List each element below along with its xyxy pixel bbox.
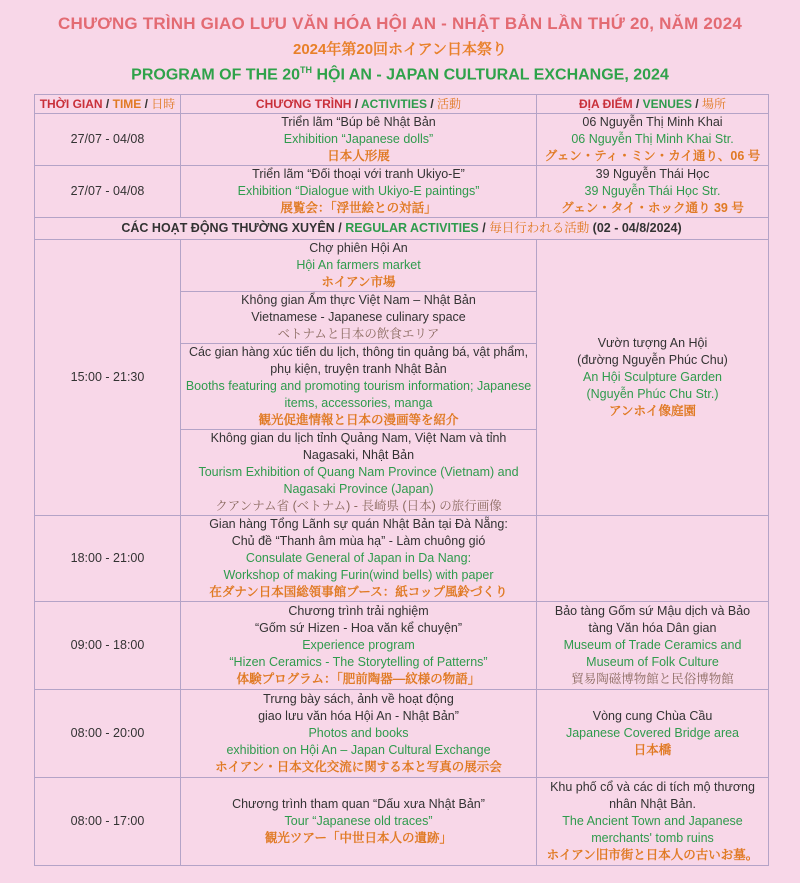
activity-en: Tourism Exhibition of Quang Nam Province (Vietnam) and Nagasaki Province (Japan) [198,465,519,496]
activity-cell [181,344,537,430]
activity-vi: Chương trình trải nghiệm [288,604,429,618]
activity-en: Tour “Japanese old traces” [284,814,433,828]
col-time-sep1: / [102,96,113,111]
col-header-venues [537,95,769,114]
activity-vi: Chợ phiên Hội An [309,241,408,255]
activity-en: Exhibition “Dialogue with Ukiyo-E paintings” [237,184,480,198]
time-cell: 15:00 - 21:30 [35,240,181,516]
activity-en: Photos and books [308,726,409,740]
activity-jp: 観光促進情報と日本の漫画等を紹介 [258,413,459,427]
table-row [35,114,769,166]
page-header [0,14,800,84]
activity-vi: Triển lãm “Búp bê Nhật Bản [281,115,436,129]
regular-sep1: / [334,221,346,235]
activity-jp: ベトナムと日本の飲食エリア [277,327,440,341]
activity-cell [181,430,537,516]
activity-en: “Hizen Ceramics - The Storytelling of Patterns” [229,655,488,669]
activity-en: Booths featuring and promoting tourism information; Japanese items, accessories, manga [185,379,532,410]
activity-vi: Trưng bày sách, ảnh về hoạt động [263,692,454,706]
activity-vi: Gian hàng Tổng Lãnh sự quán Nhật Bản tại Đà Nẵng: [209,517,508,531]
venue-en: Museum of Trade Ceramics and [563,638,742,652]
activity-vi: Không gian du lịch tỉnh Quảng Nam, Việt Nam và tỉnh Nagasaki, Nhật Bản [210,431,507,462]
time-cell: 08:00 - 17:00 [35,778,181,866]
venue-vi: Bảo tàng Gốm sứ Mậu dịch và Bảo [554,604,751,618]
col-header-time [35,95,181,114]
activity-vi: Chương trình tham quan “Dấu xưa Nhật Bản” [232,797,485,811]
venue-en: The Ancient Town and Japanese [562,814,743,828]
activity-en: exhibition on Hội An – Japan Cultural Exchange [226,743,491,757]
time-cell: 27/07 - 04/08 [35,166,181,218]
title-english-post: HỘI AN - JAPAN CULTURAL EXCHANGE, 2024 [312,66,669,84]
venue-cell [537,516,769,602]
activity-en: Experience program [302,638,415,652]
regular-activities-row [35,218,769,240]
activity-en: Hội An farmers market [296,258,421,272]
col-time-jp: 日時 [151,96,176,111]
activity-cell [181,778,537,866]
activity-jp: 日本人形展 [327,149,390,163]
activity-jp: ホイアン・日本文化交流に関する本と写真の展示会 [215,760,502,774]
col-venue-sep2: / [691,96,702,111]
activity-jp: 体験プログラム：「肥前陶器—紋様の物語」 [236,672,481,686]
regular-jp: 毎日行われる活動 [489,221,590,235]
col-act-vi: CHƯƠNG TRÌNH [255,96,352,111]
activity-cell [181,240,537,292]
activity-vi: Không gian Ẩm thực Việt Nam – Nhật Bản [241,293,476,307]
activity-en: Exhibition “Japanese dolls” [283,132,434,146]
venue-jp: 貿易陶磁博物館と民俗博物館 [571,672,734,686]
regular-dates: (02 - 04/8/2024) [589,221,682,235]
venue-cell [537,240,769,516]
col-act-jp: 活動 [437,96,462,111]
activity-cell [181,516,537,602]
activity-cell [181,166,537,218]
col-header-activities [181,95,537,114]
activity-vi: “Gốm sứ Hizen - Hoa văn kể chuyện” [254,621,463,635]
venue-en: 06 Nguyễn Thị Minh Khai Str. [571,132,734,146]
venue-en: merchants' tomb ruins [591,831,714,845]
table-row [35,240,769,292]
venue-cell [537,602,769,690]
col-venue-jp: 場所 [701,96,726,111]
regular-sep2: / [478,221,490,235]
table-row [35,602,769,690]
venue-jp: ホイアン旧市街と日本人の古いお墓。 [546,848,759,862]
activity-vi: Chủ đề “Thanh âm mùa hạ” - Làm chuông gió [231,534,486,548]
activity-jp: 在ダナン日本国総領事館ブース：紙コップ風鈴づくり [209,585,508,599]
venue-vi: 39 Nguyễn Thái Học [595,167,710,181]
venue-cell [537,114,769,166]
table-row [35,778,769,866]
activity-en: Workshop of making Furin(wind bells) with paper [223,568,494,582]
time-cell: 09:00 - 18:00 [35,602,181,690]
activity-jp: 観光ツアー「中世日本人の遺跡」 [264,831,453,845]
activity-en: Consulate General of Japan in Da Nang: [245,551,472,565]
table-header-row [35,95,769,114]
col-venue-en: VENUES [642,96,692,111]
time-cell: 08:00 - 20:00 [35,690,181,778]
col-act-sep2: / [427,96,438,111]
venue-en: Japanese Covered Bridge area [565,726,740,740]
activity-cell [181,690,537,778]
col-time-sep2: / [141,96,152,111]
activity-vi: giao lưu văn hóa Hội An - Nhật Bản” [258,709,459,723]
venue-en: Museum of Folk Culture [586,655,719,669]
activity-cell [181,602,537,690]
activity-vi: Triển lãm “Đối thoại với tranh Ukiyo-E” [252,167,465,181]
venue-cell [537,166,769,218]
venue-vi: Vườn tượng An Hội [597,336,708,350]
table-row [35,516,769,602]
regular-activities-heading [35,218,769,240]
activity-jp: クアンナム省 (ベトナム) - 長崎県 (日本) の旅行画像 [215,499,502,513]
title-english-sup: TH [300,65,313,75]
venue-cell [537,690,769,778]
activity-jp: ホイアン市場 [321,275,396,289]
venue-en: An Hội Sculpture Garden [583,370,722,384]
activity-cell [181,292,537,344]
time-cell: 18:00 - 21:00 [35,516,181,602]
table-row [35,690,769,778]
title-vietnamese: CHƯƠNG TRÌNH GIAO LƯU VĂN HÓA HỘI AN - NHẬT BẢN LẦN THỨ 20, NĂM 2024 [57,14,742,33]
venue-en: 39 Nguyễn Thái Học Str. [584,184,721,198]
venue-vi: Khu phố cổ và các di tích mộ thương [550,780,755,794]
venue-jp: アンホイ像庭園 [608,404,696,418]
venue-vi: Vòng cung Chùa Cầu [592,709,713,723]
table-row [35,166,769,218]
time-cell: 27/07 - 04/08 [35,114,181,166]
venue-jp: グェン・ティ・ミン・カイ通り、06 号 [544,149,761,163]
col-venue-vi: ĐỊA ĐIỂM [579,96,633,111]
program-table [34,94,769,866]
activity-vi: Các gian hàng xúc tiến du lịch, thông tin quảng bá, vật phẩm, phụ kiện, truyện tranh Nhật Bản [188,345,529,376]
venue-en: (Nguyễn Phúc Chu Str.) [586,387,719,401]
venue-vi: 06 Nguyễn Thị Minh Khai [582,115,723,129]
regular-en: REGULAR ACTIVITIES [345,221,479,235]
venue-vi: tàng Văn hóa Dân gian [588,621,717,635]
title-japanese: 2024年第20回ホイアン日本祭り [292,41,507,58]
col-act-en: ACTIVITIES [361,96,428,111]
col-time-vi: THỜI GIAN [39,96,103,111]
title-english-pre: PROGRAM OF THE 20 [131,66,301,84]
venue-jp: グェン・タイ・ホック通り 39 号 [561,201,744,215]
title-english [0,65,800,84]
venue-cell [537,778,769,866]
col-time-en: TIME [112,96,142,111]
activity-cell [181,114,537,166]
activity-en: Vietnamese - Japanese culinary space [251,310,466,324]
venue-vi: nhân Nhật Bản. [609,797,696,811]
activity-jp: 展覧会：「浮世絵との対話」 [280,201,437,215]
venue-vi: (đường Nguyễn Phúc Chu) [577,353,728,367]
col-venue-sep1: / [632,96,643,111]
col-act-sep1: / [351,96,362,111]
venue-jp: 日本橋 [633,743,672,757]
regular-vi: CÁC HOẠT ĐỘNG THƯỜNG XUYÊN [121,221,335,235]
